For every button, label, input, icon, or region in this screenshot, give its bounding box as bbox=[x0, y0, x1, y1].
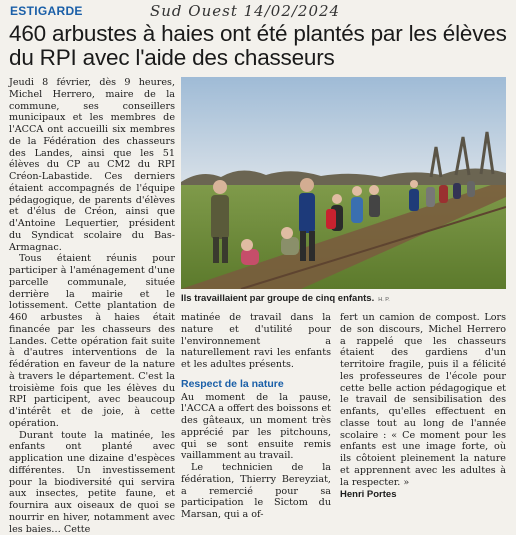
article-column-3 bbox=[340, 312, 506, 501]
planting-scene-image bbox=[181, 77, 506, 289]
col1-paragraph: Jeudi 8 février, dès 9 heures, Michel Herrero, maire de la commune, ses conseillers municipaux et les membres de l'ACCA ont accueilli six membres de la Fédération des chasseurs des Landes, ainsi que les 51 élèves du CP au CM2 du RPI Créon-Labastide. Ces derniers étaient accompagnés de l'équipe pédagogique, de parents d'élèves et d'élus de Créon, ainsi que d'Antoine Lequertier, président du Syndicat scolaire du Bas-Armagnac. bbox=[9, 77, 175, 253]
photo-caption-text: Ils travaillaient par groupe de cinq enfants. bbox=[181, 293, 374, 304]
article-column-1 bbox=[9, 77, 175, 535]
article-column-2 bbox=[181, 312, 331, 521]
article-headline: 460 arbustes à haies ont été plantés par les élèves du RPI avec l'aide des chasseurs bbox=[9, 22, 509, 70]
col1-paragraph: Durant toute la matinée, les enfants ont planté avec application une dizaine d'espèces différentes. Un investissement pour la biodiversité qui servira aux insectes, petite faune, et fournira aux oiseaux de quoi se nourrir en hiver, notamment avec les baies… Cette bbox=[9, 430, 175, 535]
author-signature: Henri Portes bbox=[340, 489, 506, 501]
photo-caption bbox=[181, 293, 506, 304]
col2-paragraph: Au moment de la pause, l'ACCA a offert des boissons et des gâteaux, un moment très apprécié par les pitchouns, qui se sont ensuite remis vaillamment au travail. bbox=[181, 392, 331, 463]
section-label: ESTIGARDE bbox=[10, 4, 83, 18]
col3-paragraph: fert un camion de compost. Lors de son discours, Michel Herrero a rappelé que les chasseurs étaient des gardiens d'un territoire fragile, puis il a félicité les professeures de l'école pour cette belle action pédagogique et le travail de sensibilisation des enfants, qu'elles effectuent en classe tout au long de l'année scolaire : « Ce moment pour les enfants est une image forte, où ils côtoient pleinement la nature et apprennent avec les adultes à la respecter. » bbox=[340, 312, 506, 488]
article-photo bbox=[181, 77, 506, 289]
photo-credit: H. P. bbox=[378, 297, 390, 303]
handwritten-date-note: Sud Ouest 14/02/2024 bbox=[150, 2, 340, 20]
col2-lead: matinée de travail dans la nature et d'utilité pour l'environnement a naturellement ravi les enfants et les adultes présents. bbox=[181, 312, 331, 371]
col1-paragraph: Tous étaient réunis pour participer à l'aménagement d'une parcelle communale, située derrière la mairie et le lotissement. Cette plantation de 460 arbustes à haies était financée par les chasseurs des Landes. Cette opération fait suite à d'autres interventions de la fédération en faveur de la nature à travers le département. C'est la troisième fois que les élèves du RPI participent, avec beaucoup d'intérêt et de joie, à cette opération. bbox=[9, 253, 175, 429]
article-subhead: Respect de la nature bbox=[181, 379, 331, 391]
col2-paragraph: Le technicien de la fédération, Thierry Bereyziat, a remercié pour sa participation le Sictom du Marsan, qui a of- bbox=[181, 462, 331, 521]
